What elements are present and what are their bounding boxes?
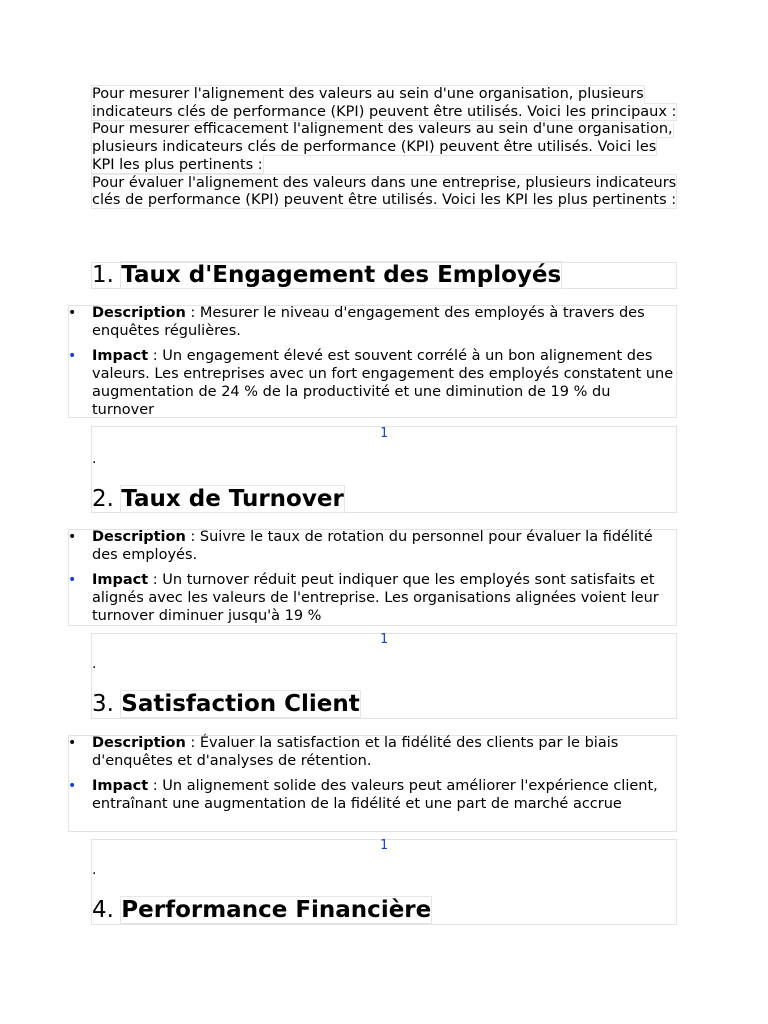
description-text: : Mesurer le niveau d'engagement des employés à travers des enquêtes régulières.: [92, 305, 645, 339]
impact-text: : Un turnover réduit peut indiquer que les employés sont satisfaits et alignés avec les valeurs de l'entreprise. Les organisations alignées voient leur turnover diminuer jusqu'à 19 %: [92, 572, 659, 624]
section-2-reference-link[interactable]: 1: [380, 632, 388, 647]
section-2-impact-item: [68, 572, 677, 625]
description-label: Description: [92, 735, 186, 751]
section-2-heading: [92, 484, 344, 514]
description-label: Description: [92, 529, 186, 545]
section-3-title: Satisfaction Client: [121, 691, 360, 717]
section-1-number: 1.: [92, 262, 114, 288]
section-1-heading: [92, 260, 561, 290]
section-1-reference-link[interactable]: 1: [380, 426, 388, 441]
impact-text: : Un engagement élevé est souvent corrélé à un bon alignement des valeurs. Les entreprises avec un fort engagement des employés constatent une augmentation de 24 % de la productivité et une diminution de 19 % du turnover: [92, 348, 674, 418]
section-2-title: Taux de Turnover: [121, 486, 344, 512]
section-3-list: [68, 735, 677, 822]
section-3-heading: [92, 689, 360, 719]
section-1-impact-item: [68, 348, 677, 419]
section-4-heading: [92, 895, 431, 925]
intro-block: [92, 86, 682, 210]
section-3-reference-link[interactable]: 1: [380, 838, 388, 853]
intro-paragraph-3: Pour évaluer l'alignement des valeurs dans une entreprise, plusieurs indicateurs clés de performance (KPI) peuvent être utilisés. Voici les KPI les plus pertinents :: [92, 174, 677, 209]
section-1-dot: .: [92, 451, 97, 467]
impact-text: : Un alignement solide des valeurs peut améliorer l'expérience client, entraînant une augmentation de la fidélité et une part de marché accrue: [92, 778, 658, 813]
impact-label: Impact: [92, 778, 149, 795]
impact-label: Impact: [92, 572, 149, 589]
section-3-dot: .: [92, 862, 97, 878]
section-2-dot: .: [92, 656, 97, 672]
section-1-title: Taux d'Engagement des Employés: [121, 262, 562, 288]
description-label: Description: [92, 305, 186, 321]
section-1-list: [68, 305, 677, 427]
bullet-icon: •: [68, 735, 77, 751]
bullet-icon: •: [68, 348, 77, 365]
section-3-description-item: [68, 735, 677, 770]
section-2-number: 2.: [92, 486, 114, 512]
intro-paragraph-2: Pour mesurer efficacement l'alignement des valeurs au sein d'une organisation, plusieurs indicateurs clés de performance (KPI) peuvent être utilisés. Voici les KPI les plus pertinents :: [92, 121, 673, 173]
bullet-icon: •: [68, 572, 77, 589]
bullet-icon: •: [68, 305, 77, 321]
impact-label: Impact: [92, 348, 149, 365]
section-4-number: 4.: [92, 897, 114, 923]
section-3-impact-item: [68, 778, 677, 813]
section-1-description-item: [68, 305, 677, 340]
bullet-icon: •: [68, 529, 77, 545]
description-text: : Évaluer la satisfaction et la fidélité des clients par le biais d'enquêtes et d'analyses de rétention.: [92, 735, 619, 769]
section-2-description-item: [68, 529, 677, 564]
section-3-number: 3.: [92, 691, 114, 717]
section-4-title: Performance Financière: [121, 897, 432, 923]
section-2-list: [68, 529, 677, 634]
bullet-icon: •: [68, 778, 77, 795]
intro-paragraph-1: Pour mesurer l'alignement des valeurs au sein d'une organisation, plusieurs indicateurs clés de performance (KPI) peuvent être utilisés. Voici les principaux :: [92, 86, 677, 120]
description-text: : Suivre le taux de rotation du personnel pour évaluer la fidélité des employés.: [92, 529, 653, 563]
